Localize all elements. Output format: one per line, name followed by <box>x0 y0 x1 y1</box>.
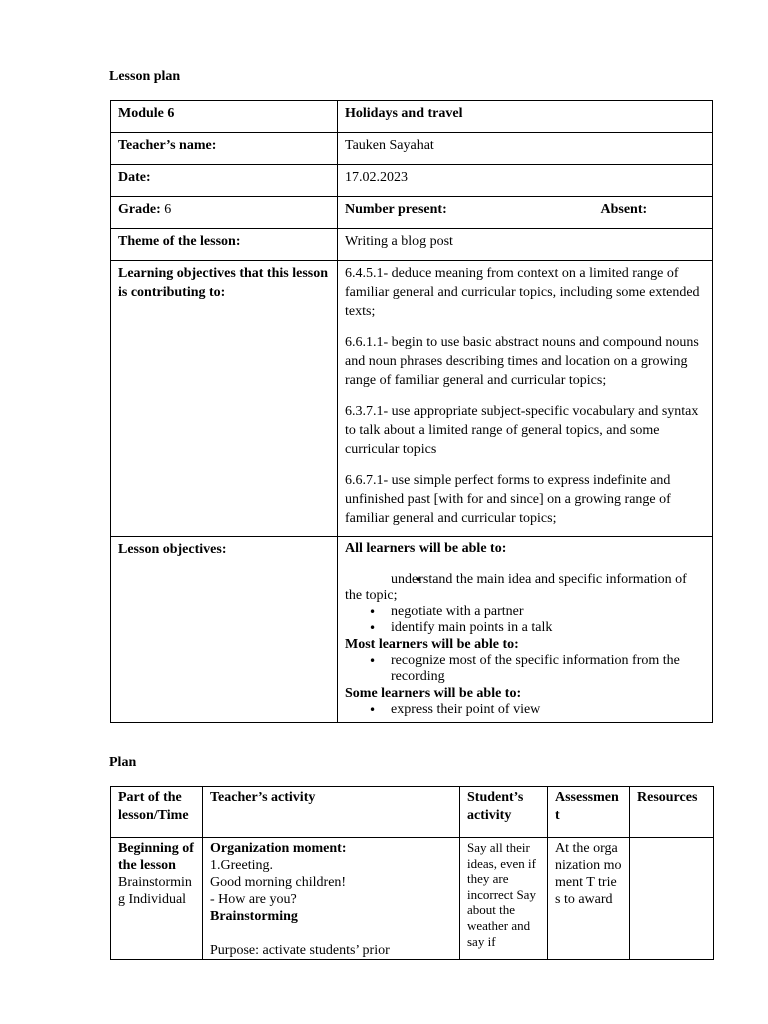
teacher-label: Teacher’s name: <box>111 133 338 165</box>
teacher-row <box>111 133 713 165</box>
header-student: Student’s activity <box>460 787 548 838</box>
date-value: 17.02.2023 <box>338 165 713 197</box>
header-assessment: Assessment <box>548 787 630 838</box>
all-learners-item: • understand the main idea and specific information of the topic; <box>345 572 705 604</box>
part-rest: Brainstorming Individual <box>118 875 192 907</box>
header-teacher: Teacher’s activity <box>203 787 460 838</box>
lesson-info-table <box>110 100 713 723</box>
theme-row <box>111 229 713 261</box>
objective-item: 6.4.5.1- deduce meaning from context on a limited range of familiar general and curricular topics, including some extended texts; <box>345 266 700 319</box>
all-learners-item: • identify main points in a talk <box>345 620 705 636</box>
lesson-objectives-row <box>111 537 713 723</box>
some-learners-item: • express their point of view <box>345 702 705 718</box>
some-learners-heading: Some learners will be able to: <box>345 686 522 701</box>
document-title: Lesson plan <box>109 69 181 84</box>
learning-objectives-list <box>338 261 713 537</box>
teacher-line: Good morning children! <box>210 875 347 890</box>
teacher-line: Purpose: activate students’ prior <box>210 943 390 958</box>
teacher-line: Brainstorming <box>210 909 298 924</box>
lesson-objectives-content <box>338 537 713 723</box>
plan-title: Plan <box>109 755 137 770</box>
teacher-value: Tauken Sayahat <box>338 133 713 165</box>
date-row <box>111 165 713 197</box>
date-label: Date: <box>111 165 338 197</box>
grade-value: 6 <box>164 202 172 217</box>
assessment-cell: At the organization moment T tries to award <box>548 838 630 960</box>
part-cell <box>111 838 203 960</box>
module-label: Module 6 <box>111 101 338 133</box>
grade-row <box>111 197 713 229</box>
absent-label: Absent: <box>600 202 648 217</box>
plan-header-row <box>111 787 714 838</box>
grade-cell <box>111 197 338 229</box>
objective-item: 6.6.7.1- use simple perfect forms to express indefinite and unfinished past [with for and since] on a growing range of familiar general and curricular topics; <box>345 473 671 526</box>
header-part: Part of the lesson/Time <box>111 787 203 838</box>
teacher-line: Organization moment: <box>210 841 347 856</box>
theme-value: Writing a blog post <box>338 229 713 261</box>
teacher-line: - How are you? <box>210 892 297 907</box>
attendance-cell <box>338 197 713 229</box>
module-value: Holidays and travel <box>338 101 713 133</box>
header-resources: Resources <box>630 787 714 838</box>
lesson-objectives-label: Lesson objectives: <box>111 537 338 723</box>
part-bold: Beginning of the lesson <box>118 841 194 873</box>
all-learners-item: • negotiate with a partner <box>345 604 705 620</box>
objective-item: 6.6.1.1- begin to use basic abstract nouns and compound nouns and noun phrases describing times and location on a growing range of familiar general and curricular topics; <box>345 335 699 388</box>
learning-objectives-label: Learning objectives that this lesson is contributing to: <box>111 261 338 537</box>
most-learners-item: • recognize most of the specific information from the recording <box>345 653 705 685</box>
plan-row-beginning <box>111 838 714 960</box>
teacher-activity-cell <box>203 838 460 960</box>
teacher-line: 1.Greeting. <box>210 858 273 873</box>
plan-table <box>110 786 714 960</box>
most-learners-heading: Most learners will be able to: <box>345 637 519 652</box>
present-label: Number present: <box>345 202 447 217</box>
student-activity-cell: Say all their ideas, even if they are incorrect Say about the weather and say if <box>460 838 548 960</box>
module-row <box>111 101 713 133</box>
teacher-line-blank <box>210 925 452 942</box>
theme-label: Theme of the lesson: <box>111 229 338 261</box>
learning-objectives-row <box>111 261 713 537</box>
resources-cell <box>630 838 714 960</box>
grade-label: Grade: <box>118 202 161 217</box>
objective-item: 6.3.7.1- use appropriate subject-specific vocabulary and syntax to talk about a limited range of general topics, and some curricular topics <box>345 404 699 457</box>
all-learners-heading: All learners will be able to: <box>345 541 507 556</box>
